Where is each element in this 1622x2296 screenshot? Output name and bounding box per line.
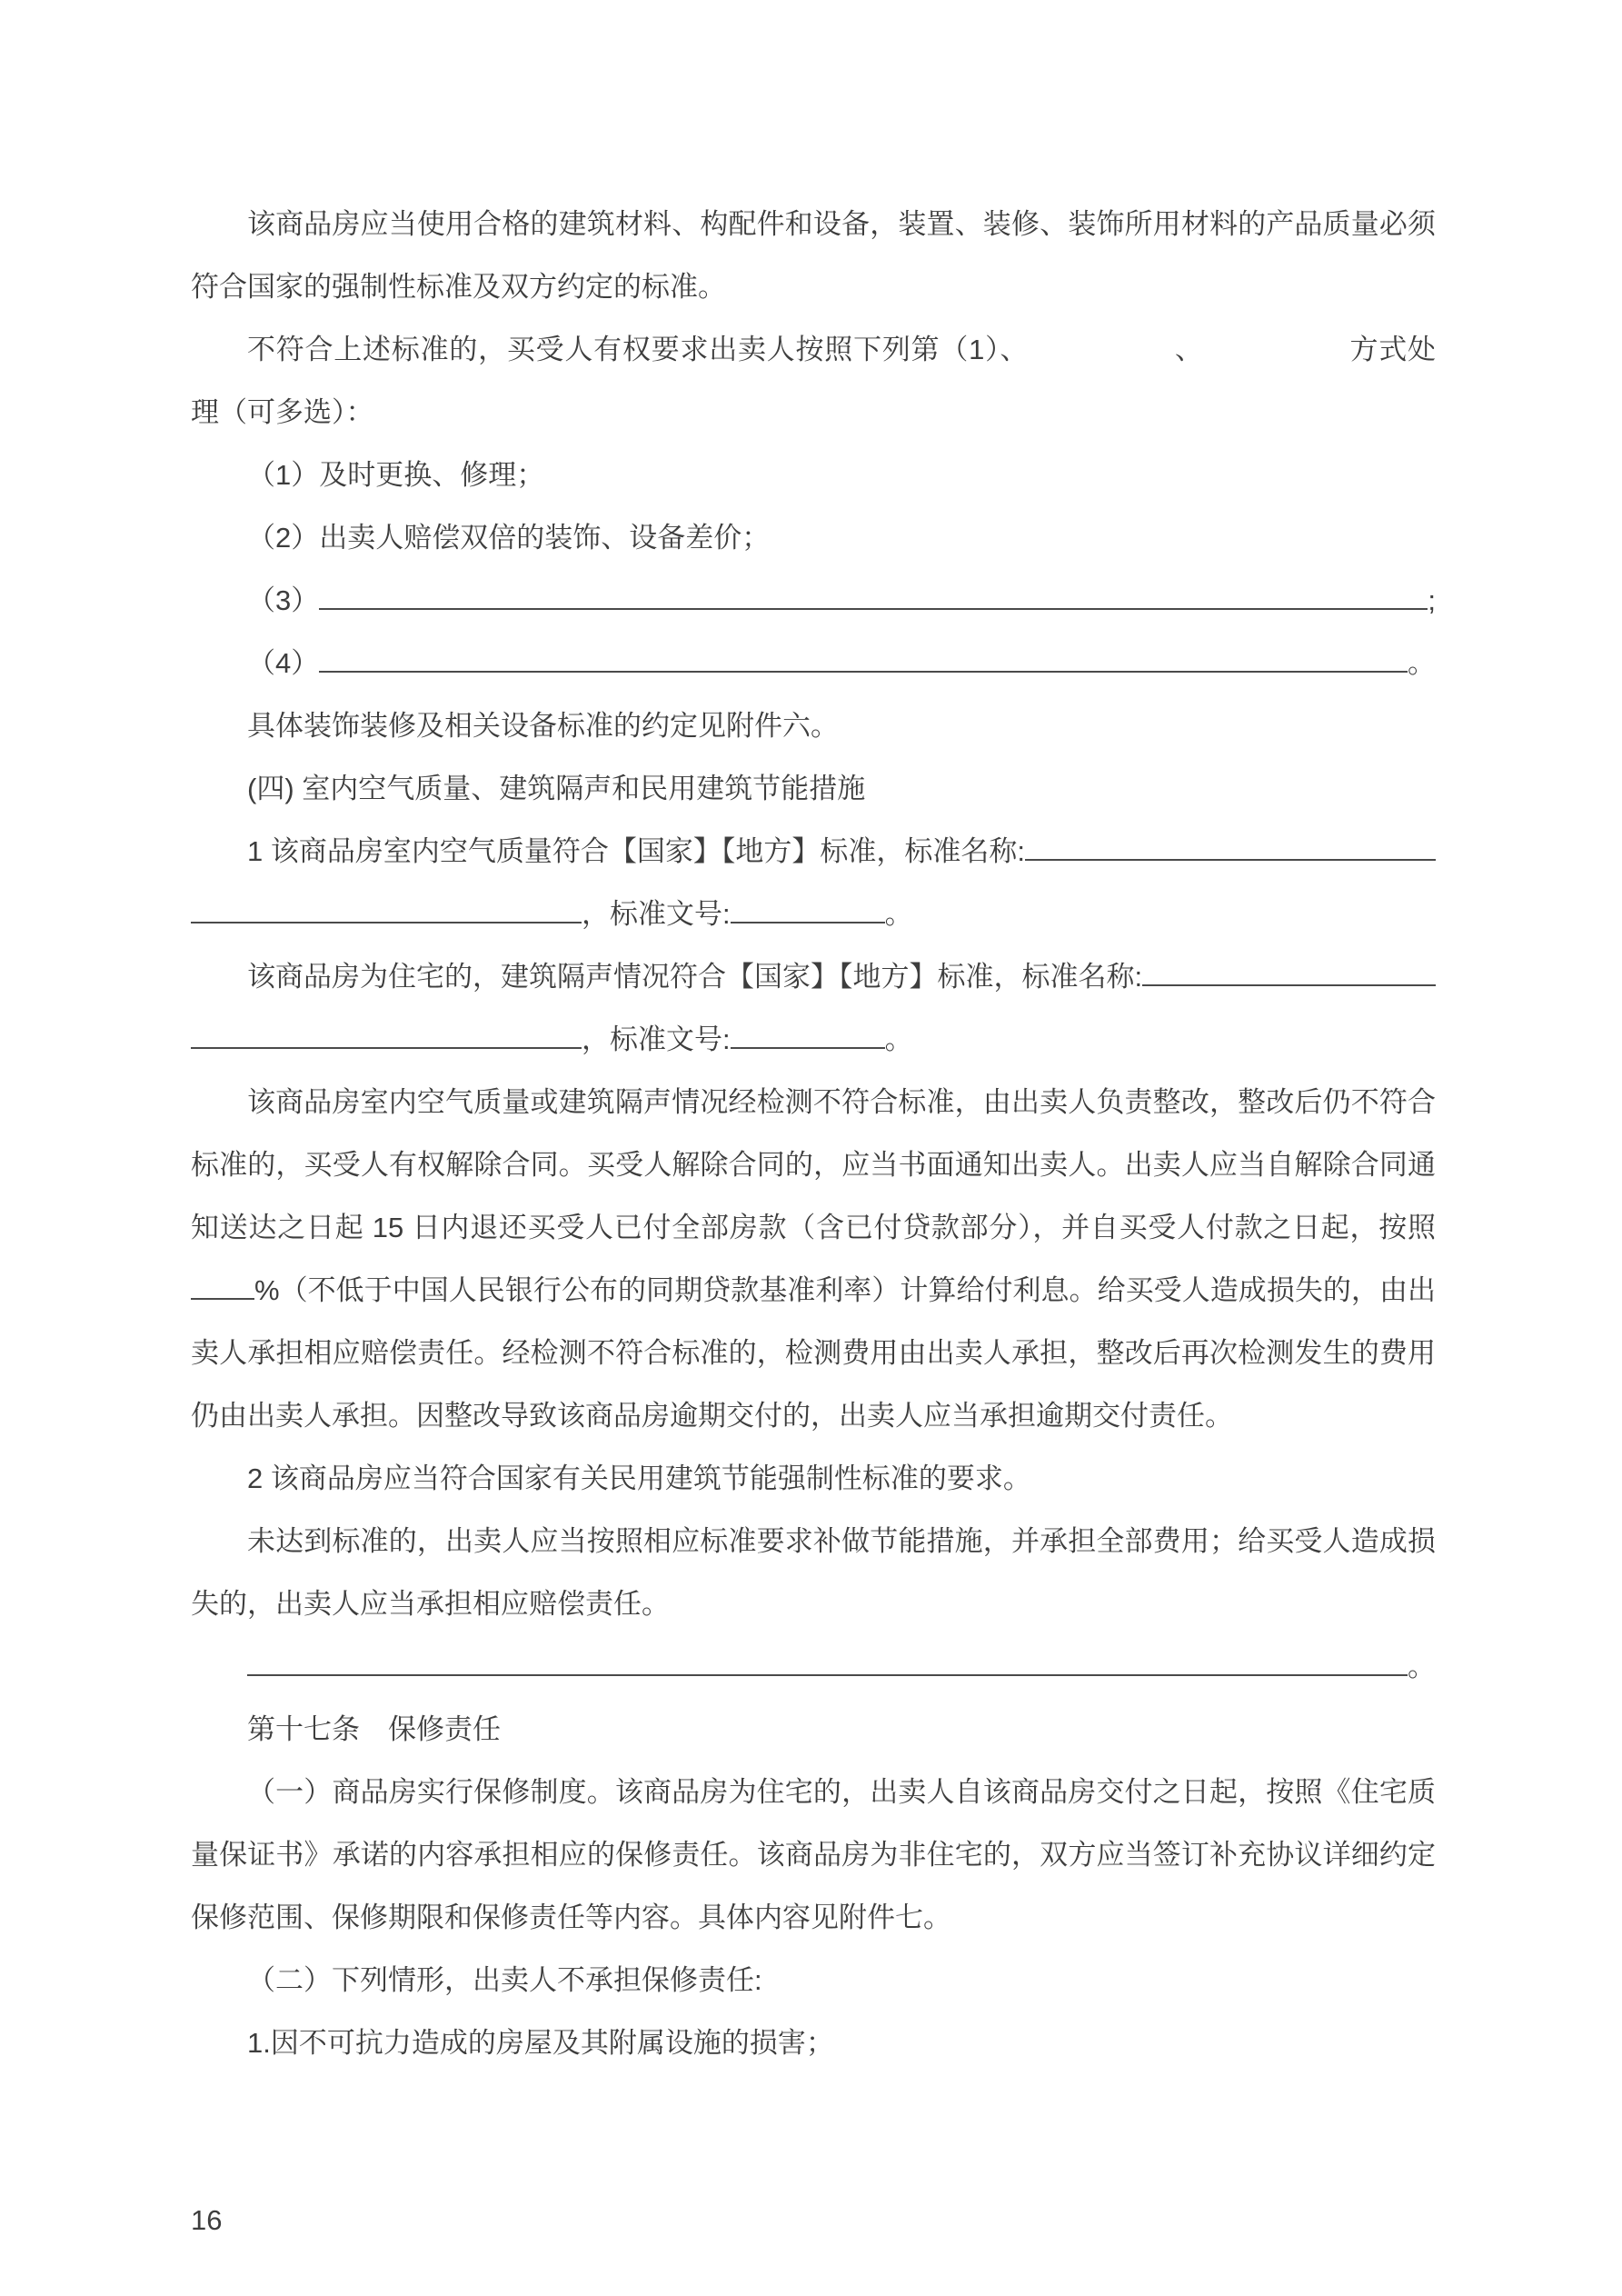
sound-insulation-mid-text: ，标准文号: [582, 1023, 731, 1055]
fill-in-blank [731, 918, 885, 923]
blank-space [1029, 355, 1174, 359]
paragraph-warranty-exemption: （二）下列情形，出卖人不承担保修责任: [247, 1964, 762, 1996]
paragraph-materials: 该商品房应当使用合格的建筑材料、构配件和设备，装置、装修、装饰所用材料的产品质量必须符合国家的强制性标准及双方约定的标准。 [191, 208, 1436, 303]
clause-item-3 [191, 569, 1436, 632]
paragraph-sound-insulation-line1 [191, 945, 1436, 1008]
section-heading-four: (四) 室内空气质量、建筑隔声和民用建筑节能措施 [247, 773, 866, 804]
sound-insulation-punctuation: 。 [884, 1023, 913, 1055]
fill-in-line-punctuation: 。 [1408, 1651, 1436, 1682]
remedy-lead-text: 不符合上述标准的，买受人有权要求出卖人按照下列第（1）、 [247, 334, 1030, 365]
air-quality-punctuation: 。 [884, 898, 913, 930]
contract-body [191, 193, 1436, 2074]
paragraph-sound-insulation-line2 [191, 1008, 1436, 1071]
clause-item-4-label: （4） [247, 647, 320, 679]
paragraph-energy-remedy: 未达到标准的，出卖人应当按照相应标准要求补做节能措施，并承担全部费用；给买受人造成损失的，出卖人应当承担相应赔偿责任。 [191, 1525, 1436, 1620]
fill-in-blank [1025, 855, 1436, 861]
fill-in-blank [247, 1671, 1408, 1676]
rectification-text-part1: 该商品房室内空气质量或建筑隔声情况经检测不符合标准，由出卖人负责整改，整改后仍不符合标准的，买受人有权解除合同。买受人解除合同的，应当书面通知出卖人。出卖人应当自解除合同通知送达之日起 15 日内退还买受人已付全部房款（含已付贷款部分），并自买受人付款之日起，按照 [191, 1086, 1436, 1243]
rectification-text-part2: %（不低于中国人民银行公布的同期贷款基准利率）计算给付利息。给买受人造成损失的，由出卖人承担相应赔偿责任。经检测不符合标准的，检测费用由出卖人承担，整改后再次检测发生的费用仍由出卖人承担。因整改导致该商品房逾期交付的，出卖人应当承担逾期交付责任。 [191, 1274, 1436, 1432]
paragraph-air-quality-line2 [191, 883, 1436, 945]
fill-in-blank [731, 1043, 885, 1049]
clause-item-3-punctuation: ; [1428, 584, 1436, 616]
fill-in-blank [319, 667, 1408, 673]
paragraph-warranty-system: （一）商品房实行保修制度。该商品房为住宅的，出卖人自该商品房交付之日起，按照《住宅质量保证书》承诺的内容承担相应的保修责任。该商品房为非住宅的，双方应当签订补充协议详细约定保修范围、保修期限和保修责任等内容。具体内容见附件七。 [191, 1776, 1436, 1933]
article-17-heading: 第十七条 保修责任 [247, 1713, 501, 1745]
fill-in-blank [319, 604, 1428, 610]
fill-in-blank [191, 918, 582, 923]
paragraph-air-quality-line1 [191, 820, 1436, 883]
clause-item-4 [191, 632, 1436, 694]
fill-in-blank [191, 1294, 254, 1300]
fill-in-line [191, 1635, 1436, 1698]
sound-insulation-lead-text: 该商品房为住宅的，建筑隔声情况符合【国家】【地方】标准，标准名称: [247, 961, 1143, 993]
air-quality-mid-text: ，标准文号: [582, 898, 731, 930]
air-quality-lead-text: 1 该商品房室内空气质量符合【国家】【地方】标准，标准名称: [247, 835, 1025, 867]
paragraph-remedy [191, 318, 1436, 444]
warranty-exemption-item-1: 1.因不可抗力造成的房屋及其附属设施的损害； [247, 2027, 834, 2059]
remedy-tail-text: 方式处理（可多选）： [191, 334, 1436, 428]
fill-in-blank [191, 1043, 582, 1049]
clause-item-1: （1）及时更换、修理； [247, 459, 545, 491]
page-number: 16 [191, 2204, 223, 2236]
blank-space [1204, 355, 1349, 359]
fill-in-blank [1142, 981, 1436, 986]
paragraph-rectification [191, 1071, 1436, 1447]
clause-item-3-label: （3） [247, 584, 320, 616]
paragraph-attachment-six: 具体装饰装修及相关设备标准的约定见附件六。 [247, 710, 839, 742]
paragraph-energy-standard: 2 该商品房应当符合国家有关民用建筑节能强制性标准的要求。 [247, 1462, 1031, 1494]
clause-item-2: （2）出卖人赔偿双倍的装饰、设备差价； [247, 522, 771, 554]
remedy-separator: 、 [1174, 334, 1204, 365]
clause-item-4-punctuation: 。 [1408, 647, 1436, 679]
